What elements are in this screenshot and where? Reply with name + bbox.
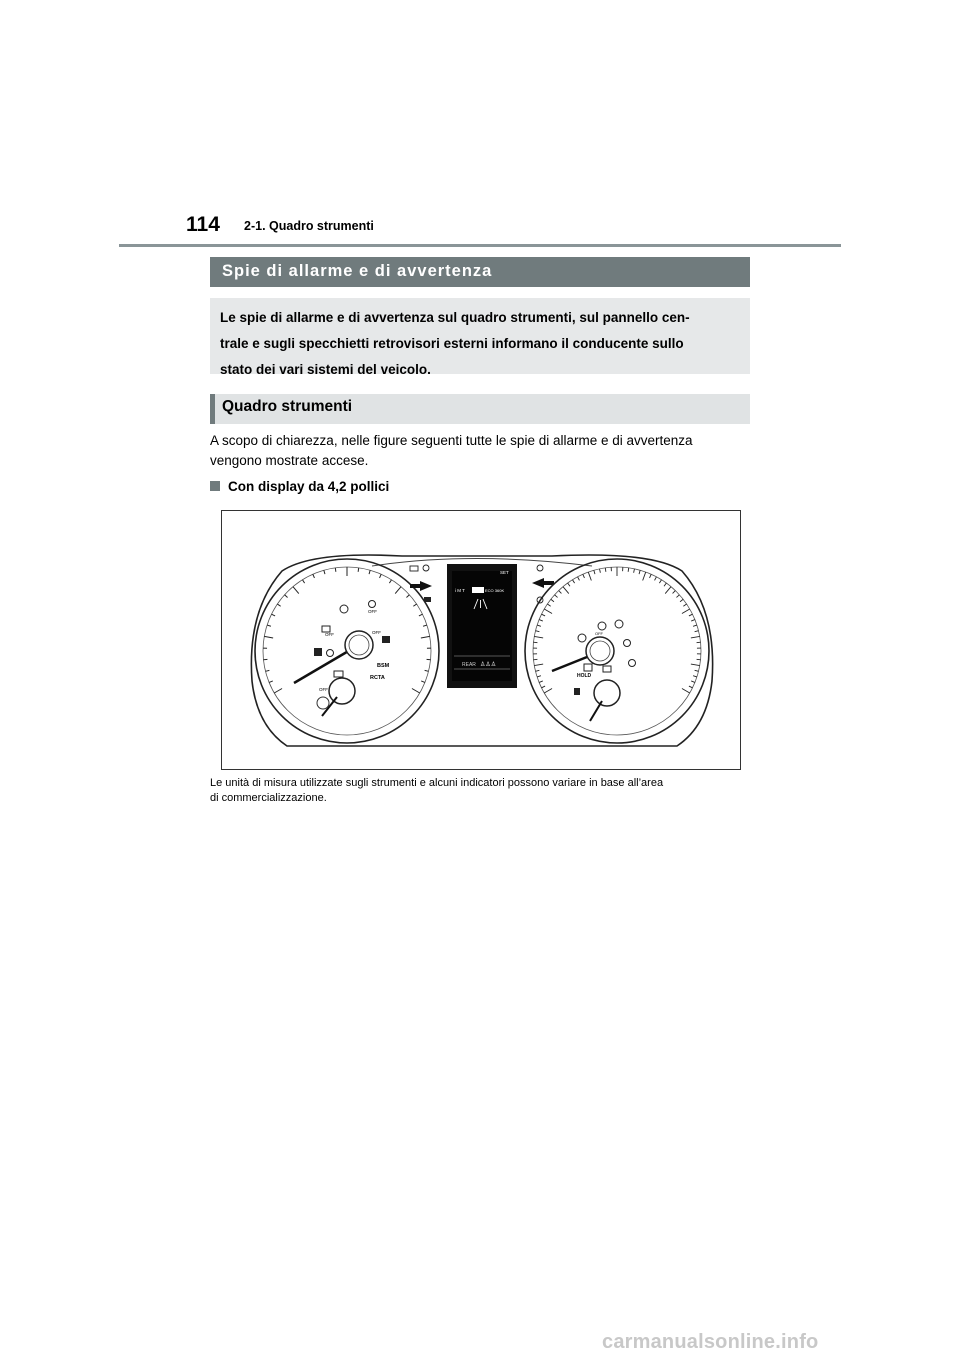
gauge-tick <box>578 577 580 581</box>
left-sub-needle <box>322 697 337 716</box>
gauge-tick <box>265 670 269 671</box>
knob-icon <box>317 697 329 709</box>
gauge-tick <box>324 570 325 574</box>
gauge-tick <box>380 574 382 578</box>
gauge-tick <box>680 599 683 601</box>
left-turn-arrow-icon <box>410 581 432 591</box>
gauge-tick <box>267 625 271 626</box>
gauge-tick <box>588 572 591 580</box>
figure-caption <box>210 776 755 806</box>
gauge-tick <box>605 568 606 572</box>
intro-box <box>210 298 750 377</box>
gauge-tick <box>563 587 569 594</box>
off-label: OFF <box>595 631 603 636</box>
gauge-tick <box>682 689 690 694</box>
subsection-title: Quadro strumenti <box>210 394 750 424</box>
gauge-tick <box>695 670 699 671</box>
caption-line: Le unità di misura utilizzate sugli strumenti e alcuni indicatori possono variare in base all’area <box>210 777 664 789</box>
chapter-title: 2-1. Quadro strumenti <box>244 219 374 233</box>
center-display <box>447 564 517 688</box>
gauge-tick <box>412 689 420 694</box>
gauge-tick <box>544 689 552 694</box>
gauge-tick <box>683 604 686 606</box>
intro-line: Le spie di allarme e di avvertenza sul quadro strumenti, sul pannello cen- <box>220 310 690 325</box>
section-title: Spie di allarme e di avvertenza <box>210 257 750 287</box>
fuel-icon <box>574 688 580 695</box>
gauge-tick <box>583 574 585 578</box>
rear-label: REAR <box>462 662 476 668</box>
gauge-tick <box>568 583 570 586</box>
gauge-tick <box>413 604 416 606</box>
gauge-tick <box>547 604 550 606</box>
gauge-tick <box>695 631 699 632</box>
intro-line: trale e sugli specchietti retrovisori esterni informano il conducente sullo <box>220 336 684 351</box>
instrument-cluster-illustration <box>222 511 741 770</box>
gauge-tick <box>600 569 601 573</box>
rcta-label: RCTA <box>370 675 385 681</box>
gauge-tick <box>272 614 276 616</box>
gauge-tick <box>358 568 359 572</box>
gauge-tick <box>395 587 401 594</box>
gauge-tick <box>421 636 430 638</box>
imt-label: i M T <box>455 588 465 593</box>
battery-icon <box>334 671 343 677</box>
airbag-icon <box>629 660 636 667</box>
gauge-tick <box>689 686 693 688</box>
gauge-tick <box>537 676 541 677</box>
warning-icon <box>340 605 348 613</box>
gauge-tick <box>335 568 336 572</box>
gauge-tick <box>691 664 700 666</box>
gauge-tick <box>421 681 425 682</box>
right-sub-needle <box>590 701 602 721</box>
engine-icon <box>584 664 592 671</box>
caption-line: di commercializzazione. <box>210 792 327 804</box>
gauge-tick <box>534 636 543 638</box>
gauge-tick <box>551 599 554 601</box>
gauge-tick <box>539 681 543 682</box>
gauge-tick <box>673 591 676 594</box>
gauge-tick <box>534 664 543 666</box>
eco-badge <box>472 587 484 593</box>
gauge-tick <box>419 614 423 616</box>
right-sub-hub <box>594 680 620 706</box>
gauge-tick <box>634 569 635 573</box>
gauge-tick <box>535 631 539 632</box>
gauge-tick <box>665 587 671 594</box>
gauge-tick <box>423 625 427 626</box>
gauge-tick <box>594 570 595 574</box>
gauge-tick <box>691 636 700 638</box>
indicator-icon <box>410 566 418 571</box>
gauge-tick <box>555 595 558 598</box>
warning-icon <box>382 636 390 643</box>
off-label: OFF <box>368 609 377 614</box>
set-label: SET <box>500 570 509 575</box>
gauge-tick <box>293 587 299 594</box>
gauge-tick <box>693 676 697 677</box>
gauge-tick <box>691 681 695 682</box>
steering-warning-icon <box>615 620 623 628</box>
gauge-tick <box>542 686 546 688</box>
bullet-square-icon <box>210 481 220 491</box>
gauge-tick <box>369 570 370 574</box>
gauge-tick <box>277 604 280 606</box>
gauge-tick <box>406 595 409 598</box>
off-label: OFF <box>319 687 328 692</box>
body-line: A scopo di chiarezza, nelle figure seguenti tutte le spie di allarme e di avvertenza <box>210 433 693 448</box>
gauge-tick <box>689 614 693 616</box>
gauge-tick <box>639 570 640 574</box>
body-line: vengono mostrate accese. <box>210 453 369 468</box>
gauge-tick <box>313 574 315 578</box>
gauge-tick <box>285 595 288 598</box>
seatbelt-icon <box>624 640 631 647</box>
intro-line: stato dei vari sistemi del veicolo. <box>220 362 431 377</box>
left-sub-hub <box>329 678 355 704</box>
gauge-tick <box>544 609 552 614</box>
gauge-tick <box>274 689 282 694</box>
warning-icon <box>327 650 334 657</box>
gauge-tick <box>682 609 690 614</box>
gauge-tick <box>425 670 429 671</box>
gauge-tick <box>559 591 562 594</box>
fog-light-icon <box>537 565 543 571</box>
rear-seatbelt-icons: ♙♙♙ <box>480 662 497 668</box>
gauge-tick <box>650 574 652 578</box>
gauge-tick <box>269 681 273 682</box>
eco-mode-label: ECO 360K <box>485 588 505 593</box>
bullet-item <box>210 479 389 494</box>
gauge-tick <box>539 620 543 621</box>
bullet-label: Con display da 4,2 pollici <box>228 479 390 494</box>
gauge-tick <box>691 620 695 621</box>
gauge-tick <box>264 636 273 638</box>
parking-brake-icon <box>598 622 606 630</box>
gauge-tick <box>693 625 697 626</box>
gauge-tick <box>628 568 629 572</box>
headlight-icon <box>423 565 429 571</box>
off-label: OFF <box>372 630 381 635</box>
page-number: 114 <box>186 213 220 236</box>
warning-icon <box>369 601 376 608</box>
gauge-tick <box>572 580 574 583</box>
gauge-tick <box>676 595 679 598</box>
gauge-tick <box>655 577 657 581</box>
instrument-cluster-figure <box>221 510 741 770</box>
gauge-tick <box>643 572 646 580</box>
gauge-tick <box>542 614 546 616</box>
right-gauge <box>525 559 709 743</box>
gauge-tick <box>389 580 391 583</box>
gauge-tick <box>659 580 661 583</box>
header-divider <box>119 244 841 247</box>
indicator-icon <box>424 597 431 602</box>
warning-icon <box>314 648 322 656</box>
bsm-label: BSM <box>377 663 390 669</box>
gauge-tick <box>537 625 541 626</box>
gauge-tick <box>535 670 539 671</box>
brake-warning-icon <box>578 634 586 642</box>
gauge-tick <box>664 583 666 586</box>
off-label: OFF <box>325 632 334 637</box>
tire-pressure-icon <box>603 666 611 672</box>
watermark: carmanualsonline.info <box>602 1331 819 1353</box>
gauge-tick <box>302 580 304 583</box>
body-paragraph <box>210 431 755 471</box>
hold-label: HOLD <box>577 673 592 679</box>
